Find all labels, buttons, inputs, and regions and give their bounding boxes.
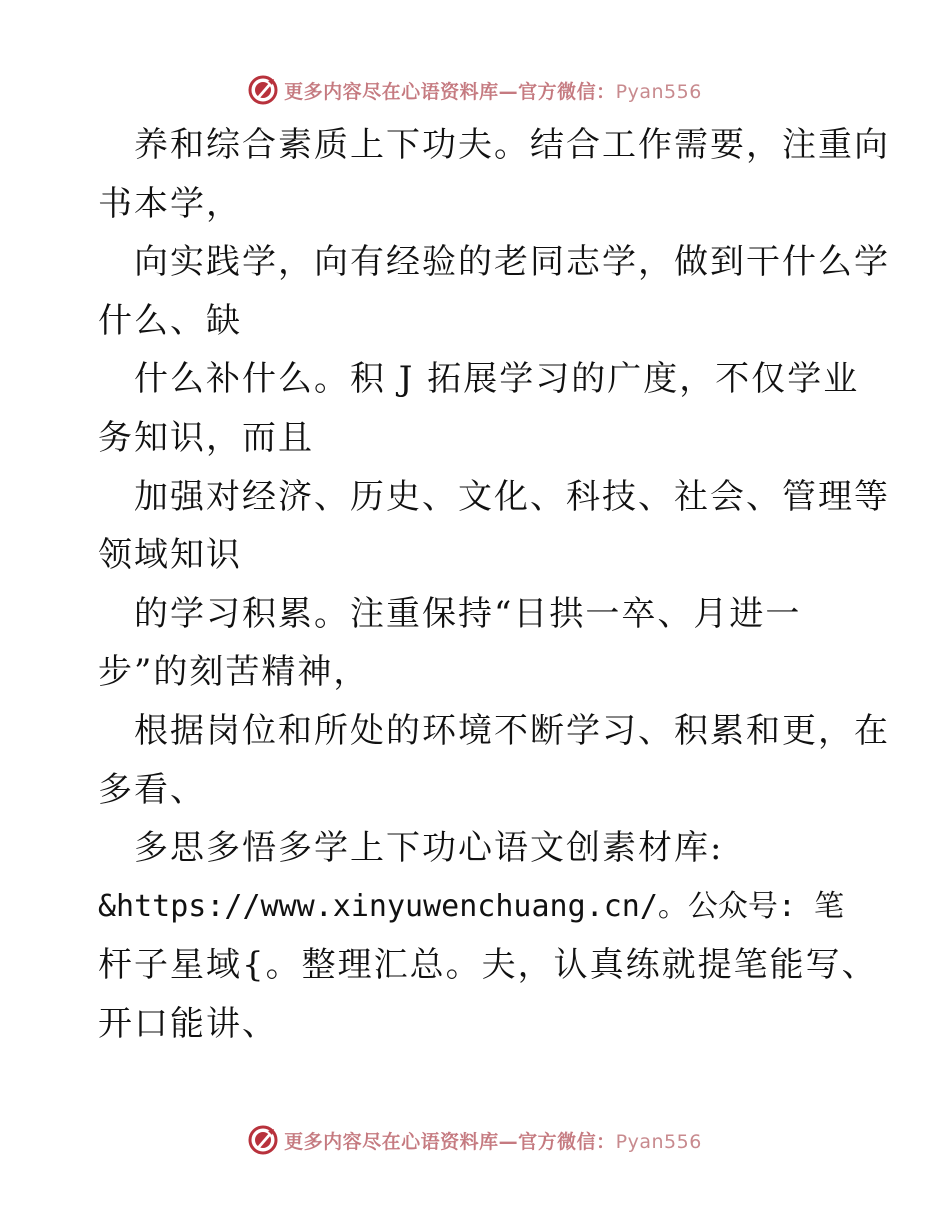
- quill-seal-icon: [248, 75, 278, 105]
- header-site-text: 更多内容尽在心语资料库—官方微信：: [284, 80, 616, 103]
- body-line: 书本学，: [98, 183, 242, 224]
- footer-site-text: 更多内容尽在心语资料库—官方微信：: [284, 1130, 616, 1153]
- header-wechat-id: Pyan556: [615, 80, 702, 103]
- document-body: [98, 116, 890, 1054]
- body-line: 领域知识: [98, 535, 242, 576]
- body-line: 养和综合素质上下功夫。结合工作需要，注重向: [134, 125, 890, 165]
- body-line: 杆子星域{。整理汇总。夫，认真练就提笔能写、: [98, 945, 878, 986]
- footer-banner: [0, 1120, 950, 1160]
- body-line-url: &https://www.xinyuwenchuang.cn/。公众号: 笔: [98, 888, 845, 924]
- header-text: [284, 77, 702, 104]
- body-line: 向实践学，向有经验的老同志学，做到干什么学: [134, 242, 890, 283]
- body-line: 加强对经济、历史、文化、科技、社会、管理等: [134, 476, 890, 517]
- quill-seal-icon: [248, 1125, 278, 1155]
- body-line: 多思多悟多学上下功心语文创素材库:: [134, 828, 724, 869]
- footer-wechat-id: Pyan556: [615, 1130, 702, 1153]
- body-line: 开口能讲、: [98, 1003, 278, 1044]
- body-line: 什么、缺: [98, 300, 242, 341]
- body-line: 根据岗位和所处的环境不断学习、积累和更，在: [134, 710, 890, 751]
- body-line: 的学习积累。注重保持“日拱一卒、月进一: [134, 593, 802, 634]
- body-line: 步”的刻苦精神，: [98, 652, 370, 693]
- footer-text: [284, 1127, 702, 1154]
- header-banner: [0, 70, 950, 110]
- body-line: 什么补什么。积 J 拓展学习的广度，不仅学业: [134, 359, 860, 400]
- body-line: 务知识，而且: [98, 417, 314, 458]
- body-line: 多看、: [98, 769, 206, 810]
